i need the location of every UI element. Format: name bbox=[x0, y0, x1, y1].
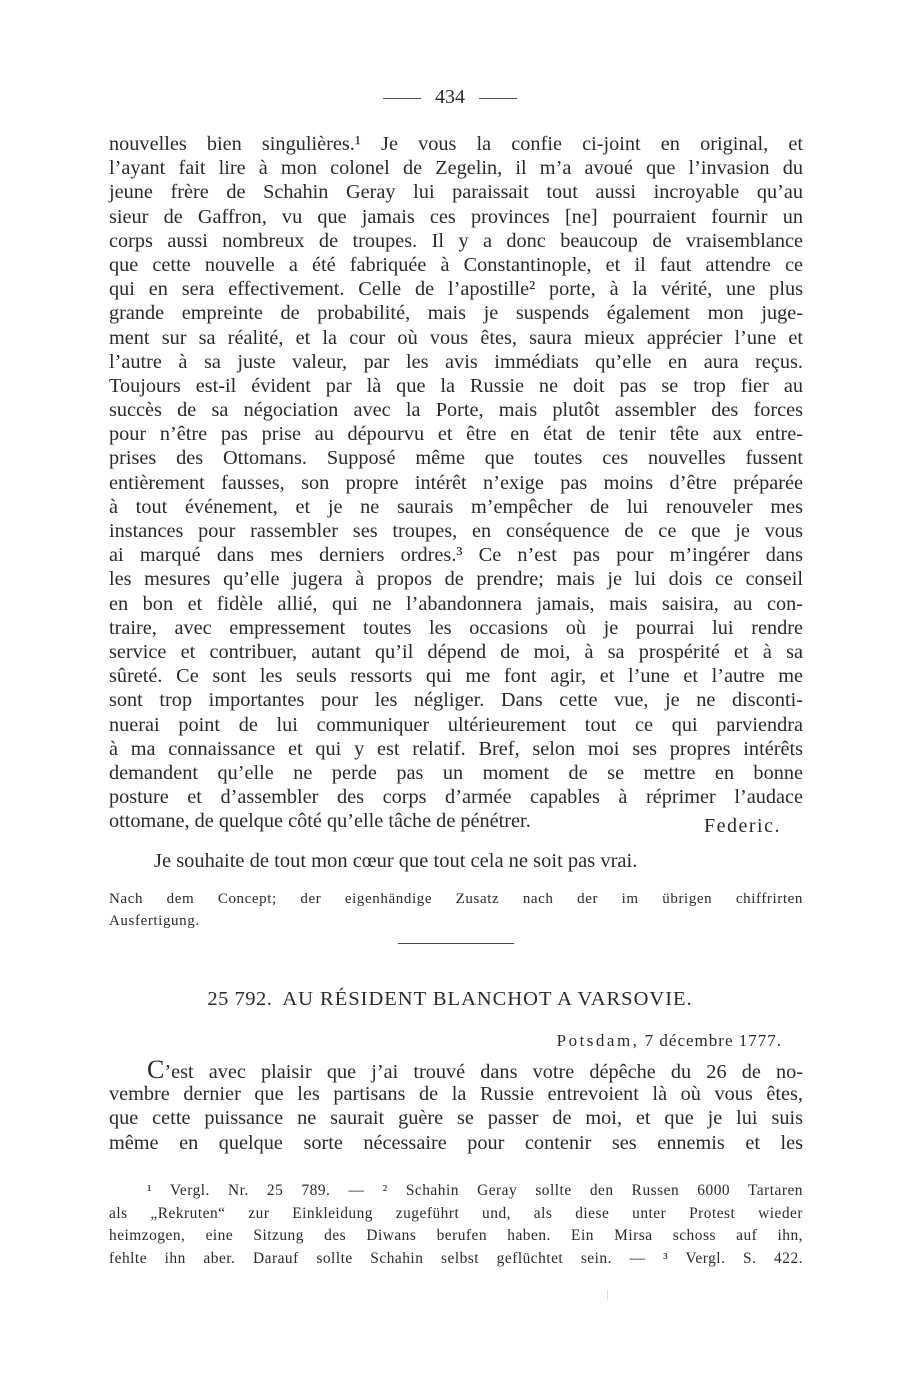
footnotes bbox=[109, 1180, 803, 1270]
letter-heading bbox=[0, 988, 900, 1011]
letter-first-line-text: ’est avec plaisir que j’ai trouvé dans votre dépêche du 26 de no- bbox=[164, 1061, 803, 1083]
text-line: à ma connaissance et qui y est relatif. Bref, selon moi ses propres intérêts bbox=[109, 737, 803, 760]
footnote-line: fehlte ihn aber. Darauf sollte Schahin selbst geflüchtet sein. — ³ Vergl. S. 422. bbox=[109, 1249, 803, 1267]
section-divider bbox=[398, 943, 514, 944]
text-line: nuerai point de lui communiquer ultérieurement tout ce qui parviendra bbox=[109, 713, 803, 736]
source-note bbox=[109, 888, 803, 932]
letter-line: que cette puissance ne saurait guère se passer de moi, et que je lui suis bbox=[109, 1107, 803, 1130]
closing-row bbox=[109, 809, 803, 838]
text-line: service et contribuer, autant qu’il dépend de moi, à sa prospérité et à sa bbox=[109, 640, 803, 663]
text-line: en bon et fidèle allié, qui ne l’abandonnera jamais, mais saisira, au con- bbox=[109, 592, 803, 615]
footnote-line: ¹ Vergl. Nr. 25 789. — ² Schahin Geray sollte den Russen 6000 Tartaren bbox=[147, 1182, 803, 1199]
text-line: sûreté. Ce sont les seuls ressorts qui me font agir, et l’une et l’autre me bbox=[109, 665, 803, 688]
page-number: 434 bbox=[435, 86, 465, 108]
text-line: instances pour rassembler ses troupes, en conséquence de ce que je vous bbox=[109, 520, 803, 542]
text-line: jeune frère de Schahin Geray lui paraissait tout aussi incroyable qu’au bbox=[109, 181, 803, 204]
text-line: les mesures qu’elle jugera à propos de prendre; mais je lui dois ce conseil bbox=[109, 568, 803, 591]
letter-line: vembre dernier que les partisans de la Russie entrevoient là où vous êtes, bbox=[109, 1083, 803, 1106]
dateline-date: 7 décembre 1777. bbox=[644, 1031, 782, 1050]
scan-mark bbox=[607, 1290, 609, 1300]
text-line: à tout événement, et je ne saurais m’empêcher de lui renouveler mes bbox=[109, 495, 803, 518]
text-line: sieur de Gaffron, vu que jamais ces provinces [ne] pourraient fournir un bbox=[109, 205, 803, 228]
text-line: qui en sera effectivement. Celle de l’apostille² porte, à la vérité, une plus bbox=[109, 278, 803, 301]
letter-title: AU RÉSIDENT BLANCHOT A VARSOVIE. bbox=[282, 988, 693, 1010]
text-line: demandent qu’elle ne perde pas un moment de se mettre en bonne bbox=[109, 761, 803, 784]
letter-body bbox=[109, 1055, 803, 1155]
source-note-line: Ausfertigung. bbox=[109, 913, 200, 929]
main-text bbox=[109, 132, 803, 838]
text-line: l’autre à sa juste valeur, par les avis immédiats qu’elle en aura reçus. bbox=[109, 350, 803, 373]
text-line: grande empreinte de probabilité, mais je suspends également mon juge- bbox=[109, 302, 803, 325]
footnote-line: heimzogen, eine Sitzung des Diwans berufen haben. Ein Mirsa schoss auf ihn, bbox=[109, 1227, 803, 1244]
text-line: ottomane, de quelque côté qu’elle tâche de pénétrer. bbox=[109, 810, 531, 833]
dateline-place: Potsdam, bbox=[556, 1031, 640, 1050]
text-line: entièrement fausses, son propre intérêt n’exige pas moins d’être préparée bbox=[109, 471, 803, 494]
letter-first-line bbox=[109, 1055, 803, 1084]
text-line: nouvelles bien singulières.¹ Je vous la confie ci-joint en original, et bbox=[109, 133, 803, 155]
source-note-line: Nach dem Concept; der eigenhändige Zusatz nach der im übrigen chiffrirten bbox=[109, 891, 803, 907]
text-line: sont trop importantes pour les négliger. Dans cette vue, je ne disconti- bbox=[109, 689, 803, 712]
text-line: l’ayant fait lire à mon colonel de Zegelin, il m’a avoué que l’invasion du bbox=[109, 157, 803, 180]
dateline bbox=[557, 1031, 782, 1051]
footnote-line: als „Rekruten“ zur Einkleidung zugeführt und, als diese unter Protest wieder bbox=[109, 1204, 803, 1222]
initial-letter: C bbox=[147, 1055, 165, 1084]
text-line: pour n’être pas prise au dépourvu et être en état de tenir tête aux entre- bbox=[109, 423, 803, 446]
page-header bbox=[0, 86, 900, 109]
text-line: prises des Ottomans. Supposé même que toutes ces nouvelles fussent bbox=[109, 447, 803, 470]
text-line: corps aussi nombreux de troupes. Il y a donc beaucoup de vraisemblance bbox=[109, 229, 803, 252]
postscript: Je souhaite de tout mon cœur que tout cela ne soit pas vrai. bbox=[154, 850, 638, 872]
text-line: succès de sa négociation avec la Porte, mais plutôt assembler des forces bbox=[109, 399, 803, 422]
letter-number: 25 792. bbox=[207, 988, 273, 1010]
text-line: Toujours est-il évident par là que la Russie ne doit pas se trop fier au bbox=[109, 374, 803, 397]
text-line: ai marqué dans mes derniers ordres.³ Ce n’est pas pour m’ingérer dans bbox=[109, 544, 803, 567]
text-line: posture et d’assembler des corps d’armée capables à réprimer l’audace bbox=[109, 786, 803, 809]
text-line: que cette nouvelle a été fabriquée à Constantinople, et il faut attendre ce bbox=[109, 253, 803, 276]
signature: Federic. bbox=[704, 815, 781, 838]
text-line: ment sur sa réalité, et la cour où vous êtes, saura mieux apprécier l’une et bbox=[109, 326, 803, 349]
header-rule-left bbox=[383, 98, 421, 99]
letter-line: même en quelque sorte nécessaire pour contenir ses ennemis et les bbox=[109, 1131, 803, 1154]
text-line: traire, avec empressement toutes les occasions où je pourrai lui rendre bbox=[109, 616, 803, 639]
header-rule-right bbox=[479, 98, 517, 99]
